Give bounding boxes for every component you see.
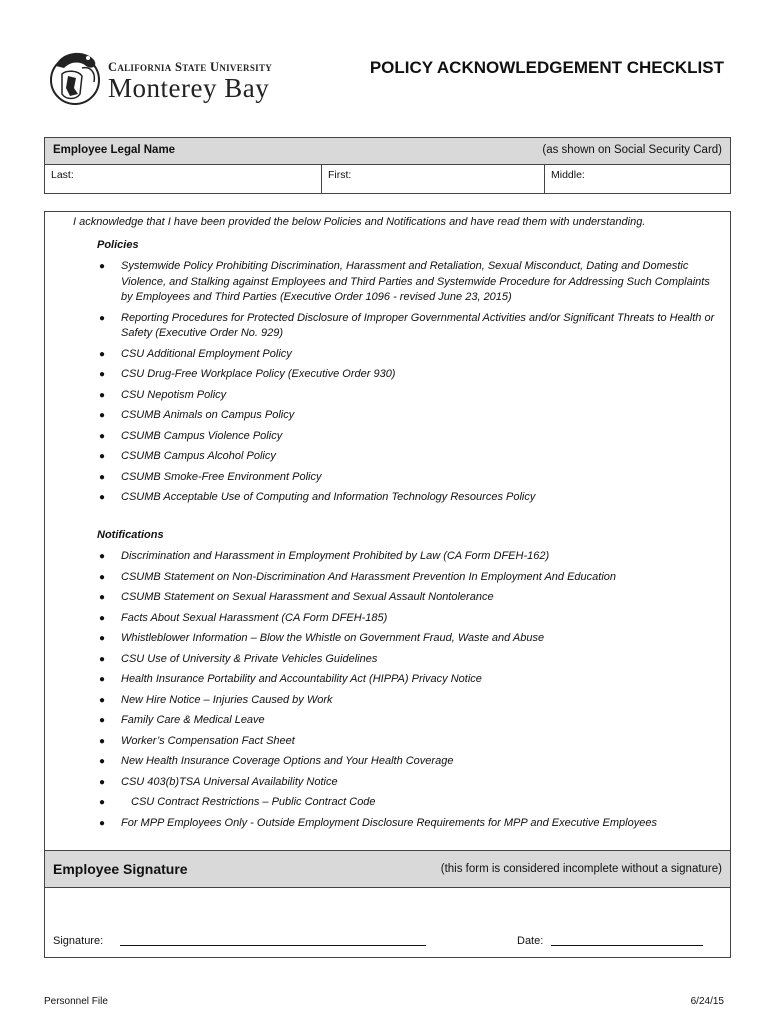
signature-header	[45, 851, 730, 888]
policies-list	[97, 259, 717, 511]
bullet-icon: ●	[99, 756, 106, 767]
list-item: ● Discrimination and Harassment in Employment Prohibited by Law (CA Form DFEH-162)	[97, 549, 717, 565]
date-line[interactable]	[551, 945, 703, 946]
employee-name-header	[45, 138, 730, 165]
bullet-icon: ●	[99, 571, 106, 583]
bullet-icon: ●	[99, 715, 106, 726]
bullet-icon: ●	[99, 653, 106, 665]
bullet-icon: ●	[99, 389, 106, 401]
list-item: ● CSU Contract Restrictions – Public Contract Code	[97, 795, 717, 811]
list-item: ● CSUMB Statement on Sexual Harassment and Sexual Assault Nontolerance	[97, 590, 717, 606]
list-item: ● CSU Use of University & Private Vehicles Guidelines	[97, 652, 717, 668]
bullet-icon: ●	[99, 451, 106, 462]
employee-name-label: Employee Legal Name	[53, 144, 176, 156]
last-name-label: Last:	[51, 169, 74, 181]
bullet-icon: ●	[99, 430, 106, 442]
list-item: ● CSU Drug-Free Workplace Policy (Executive Order 930)	[97, 367, 717, 383]
policies-heading: Policies	[97, 239, 139, 251]
bullet-icon: ●	[99, 633, 106, 644]
bullet-icon: ●	[99, 492, 106, 503]
bullet-icon: ●	[99, 797, 106, 808]
list-item: ● New Hire Notice – Injuries Caused by Work	[97, 693, 717, 709]
employee-name-note: (as shown on Social Security Card)	[542, 144, 722, 156]
notifications-heading: Notifications	[97, 529, 164, 541]
acknowledgement-statement: I acknowledge that I have been provided the below Policies and Notifications and have read them with understanding.	[73, 216, 646, 228]
bullet-icon: ●	[99, 735, 106, 747]
list-item: ● Health Insurance Portability and Accountability Act (HIPPA) Privacy Notice	[97, 672, 717, 688]
list-item: ● For MPP Employees Only - Outside Employment Disclosure Requirements for MPP and Executive Employees	[97, 816, 717, 832]
signature-line[interactable]	[120, 945, 426, 946]
csumb-logo	[42, 44, 272, 114]
list-item: ● CSUMB Smoke-Free Environment Policy	[97, 470, 717, 486]
otter-seal-icon	[42, 44, 106, 110]
list-item: ● New Health Insurance Coverage Options and Your Health Coverage	[97, 754, 717, 770]
employee-name-section	[44, 137, 731, 194]
bullet-icon: ●	[99, 592, 106, 603]
signature-note: (this form is considered incomplete without a signature)	[440, 863, 722, 875]
signature-label: Signature:	[53, 935, 104, 947]
bullet-icon: ●	[99, 471, 106, 483]
first-name-label: First:	[328, 169, 352, 181]
list-item: ● Worker’s Compensation Fact Sheet	[97, 734, 717, 750]
list-item: ● CSUMB Animals on Campus Policy	[97, 408, 717, 424]
list-item: ● CSUMB Campus Alcohol Policy	[97, 449, 717, 465]
bullet-icon: ●	[99, 817, 106, 829]
first-name-field[interactable]	[322, 165, 545, 194]
bullet-icon: ●	[99, 261, 106, 272]
employee-signature-section	[44, 850, 731, 958]
bullet-icon: ●	[99, 612, 106, 624]
list-item: ● CSUMB Campus Violence Policy	[97, 429, 717, 445]
bullet-icon: ●	[99, 674, 106, 685]
bullet-icon: ●	[99, 369, 106, 380]
list-item: ● Family Care & Medical Leave	[97, 713, 717, 729]
list-item: ● Whistleblower Information – Blow the Whistle on Government Fraud, Waste and Abuse	[97, 631, 717, 647]
bullet-icon: ●	[99, 348, 106, 360]
date-label: Date:	[517, 935, 544, 947]
footer-date: 6/24/15	[690, 996, 724, 1007]
page-title: POLICY ACKNOWLEDGEMENT CHECKLIST	[369, 58, 724, 77]
signature-heading: Employee Signature	[53, 861, 188, 877]
bullet-icon: ●	[99, 776, 106, 788]
list-item: ● Reporting Procedures for Protected Disclosure of Improper Governmental Activities and/or Significant Threats to Health or Safety (Executive Order No. 929)	[99, 311, 715, 339]
list-item: ● Systemwide Policy Prohibiting Discrimination, Harassment and Retaliation, Sexual Misconduct, Dating and Domestic Violence, and Stalking against Employees and Third Parties and Systemwide Procedure for Addressing Such Complaints by Employees and Third Parties (Executive Order 1096 - revised June 23, 2015)	[99, 260, 710, 303]
logo-university-name: California State University	[108, 60, 273, 74]
bullet-icon: ●	[99, 312, 106, 324]
bullet-icon: ●	[99, 551, 106, 562]
footer-personnel-file: Personnel File	[44, 996, 108, 1007]
logo-campus-name: Monterey Bay	[108, 73, 270, 103]
list-item: ● Facts About Sexual Harassment (CA Form DFEH-185)	[97, 611, 717, 627]
last-name-field[interactable]	[45, 165, 322, 194]
list-item: ● CSU 403(b)TSA Universal Availability Notice	[97, 775, 717, 791]
list-item: ● CSUMB Acceptable Use of Computing and Information Technology Resources Policy	[97, 490, 717, 506]
list-item: ● CSUMB Statement on Non-Discrimination And Harassment Prevention In Employment And Education	[97, 570, 717, 586]
bullet-icon: ●	[99, 694, 106, 706]
bullet-icon: ●	[99, 410, 106, 421]
notifications-list	[97, 549, 717, 836]
policy-acknowledgement-section	[44, 211, 731, 850]
middle-name-label: Middle:	[551, 169, 585, 181]
list-item: ● CSU Nepotism Policy	[97, 388, 717, 404]
middle-name-field[interactable]	[545, 165, 731, 194]
list-item: ● CSU Additional Employment Policy	[97, 347, 717, 363]
